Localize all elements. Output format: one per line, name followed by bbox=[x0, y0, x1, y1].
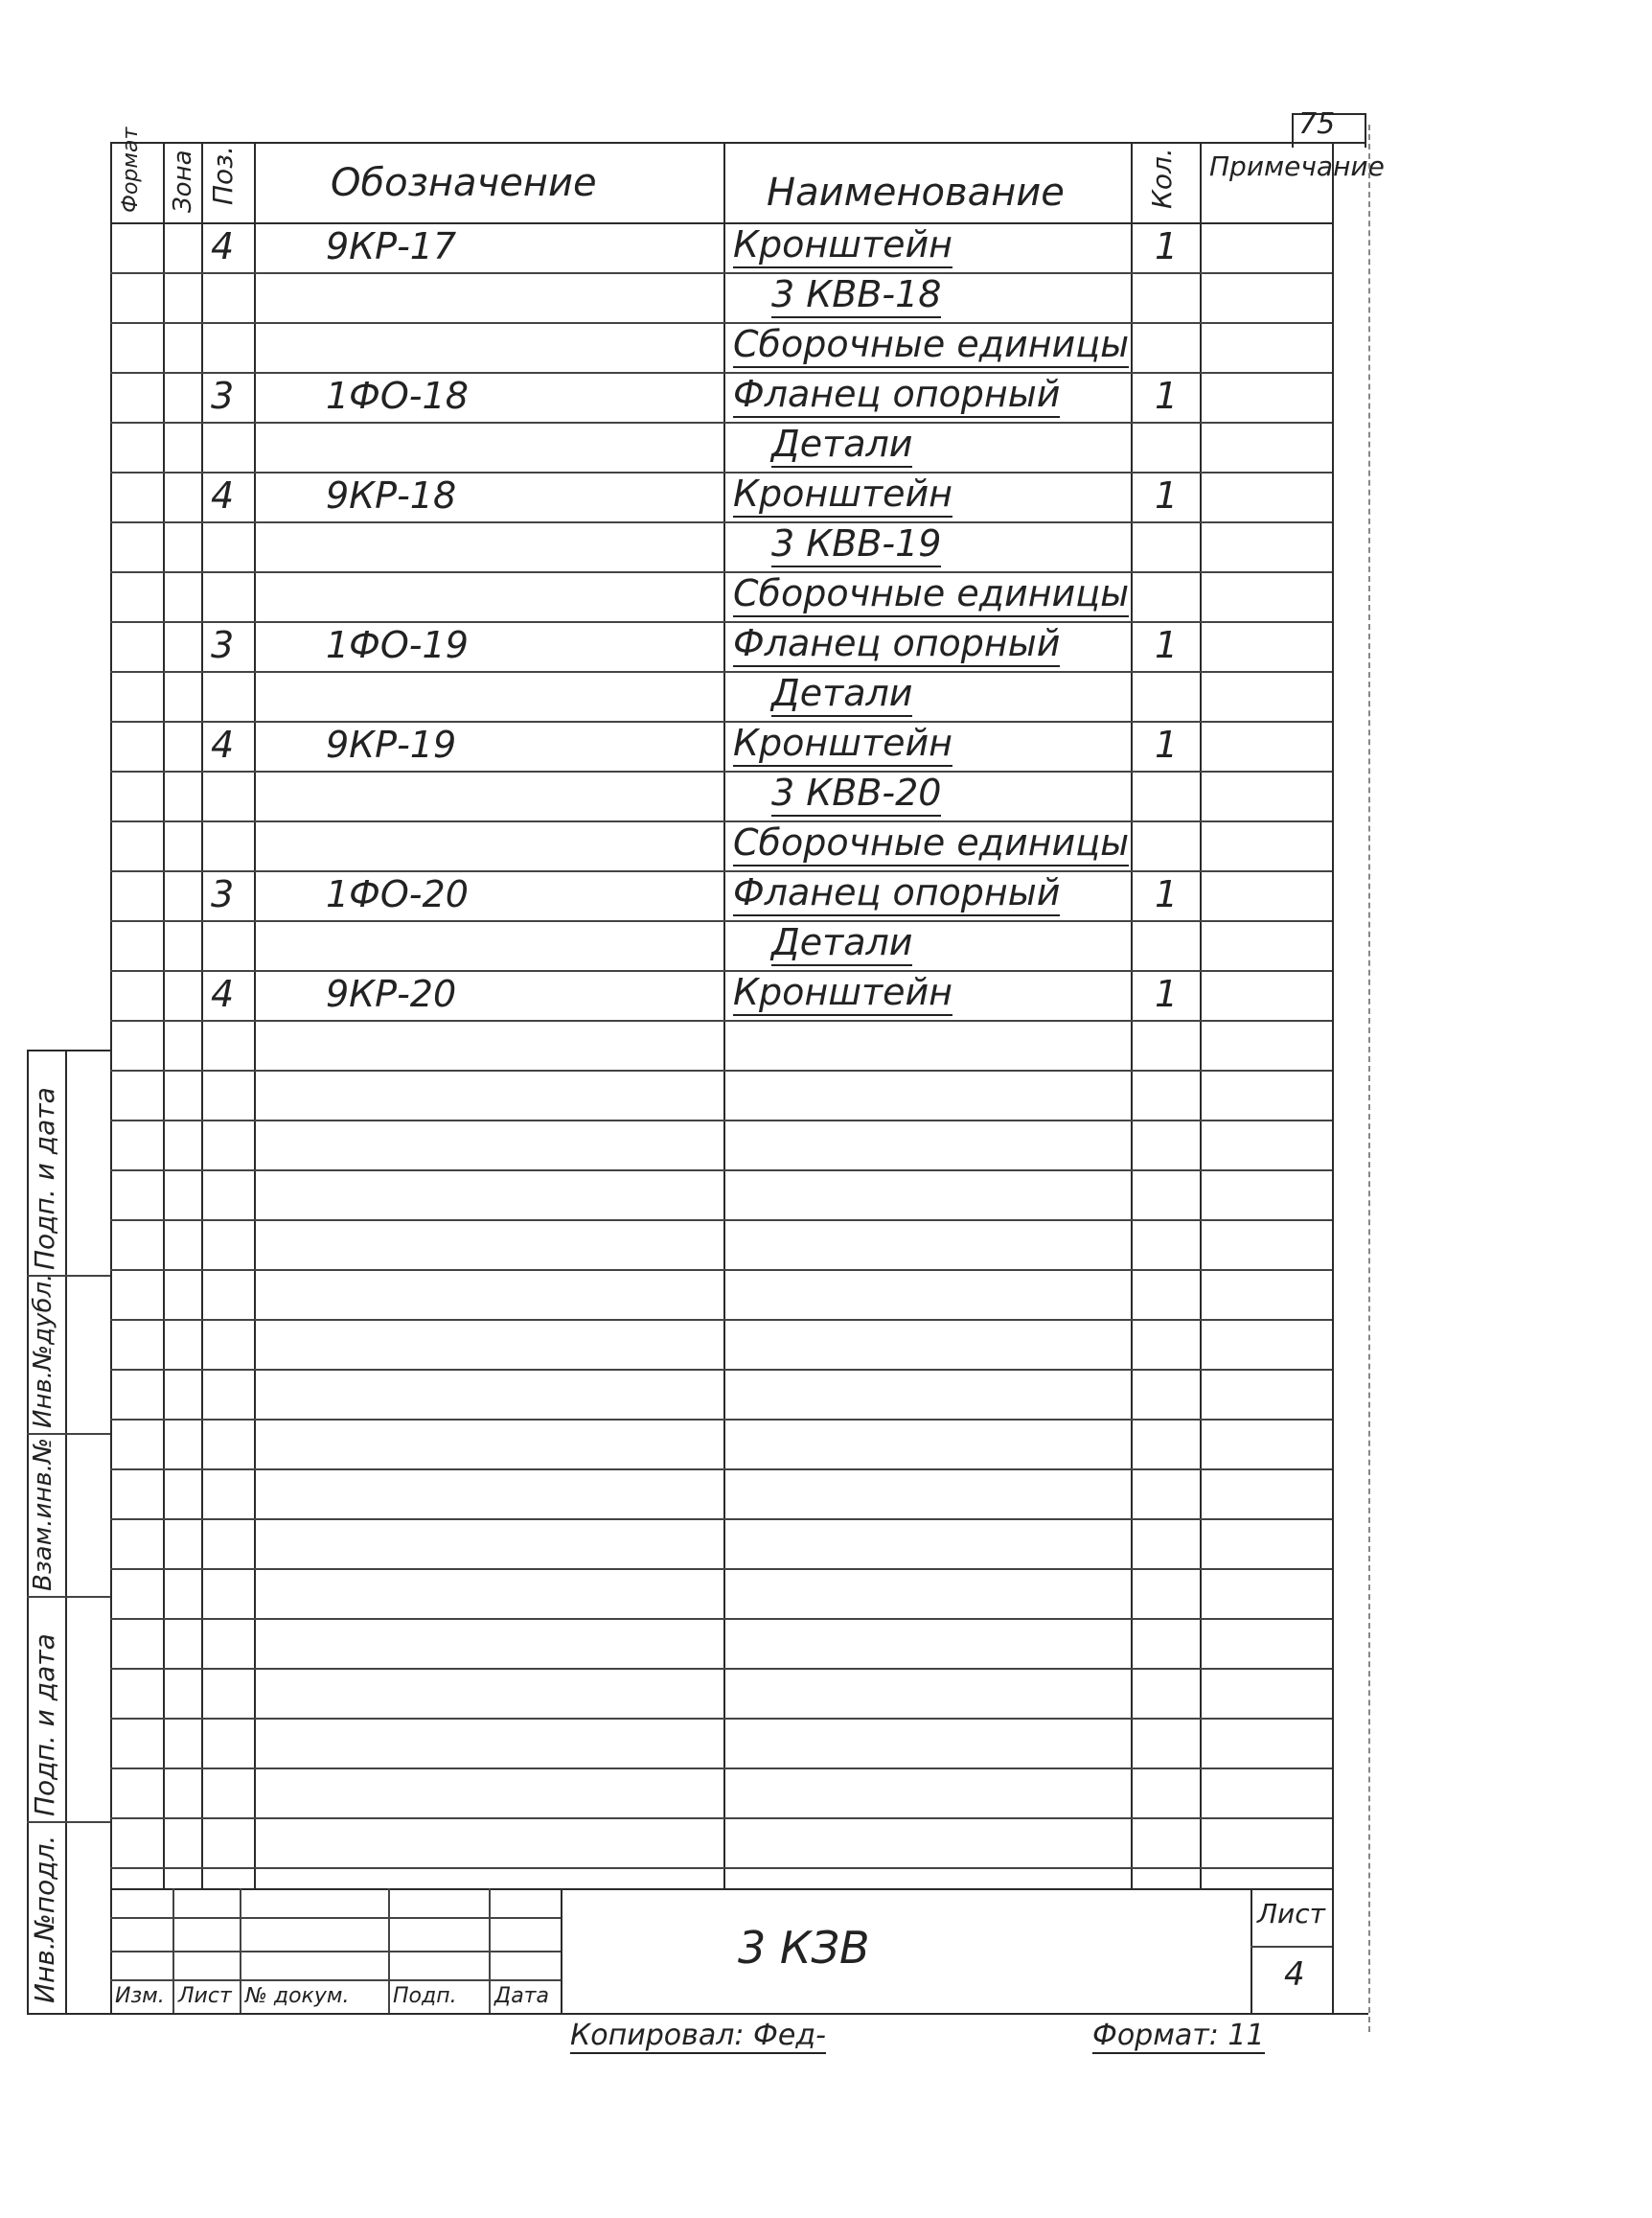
row-line bbox=[110, 1867, 1332, 1869]
row-line bbox=[110, 1319, 1332, 1321]
row-section-title: Детали bbox=[771, 920, 912, 966]
row-section-title: 3 КВВ-18 bbox=[771, 272, 941, 318]
tb-label-list: Лист bbox=[178, 1984, 232, 2008]
row-pos: 4 bbox=[211, 973, 235, 1015]
table-row bbox=[0, 272, 1652, 322]
row-pos: 3 bbox=[211, 624, 235, 666]
row-line bbox=[110, 1269, 1332, 1271]
row-section-title: 3 КВВ-19 bbox=[771, 521, 941, 567]
header-format: Формат bbox=[119, 127, 143, 213]
tb-label-sign: Подп. bbox=[393, 1984, 457, 2008]
row-line bbox=[110, 1568, 1332, 1570]
row-qty: 1 bbox=[1155, 973, 1179, 1015]
title-block-bottom bbox=[27, 2013, 1368, 2015]
row-line bbox=[110, 1419, 1332, 1421]
row-line bbox=[110, 1518, 1332, 1520]
row-qty: 1 bbox=[1155, 375, 1179, 417]
row-line bbox=[110, 1718, 1332, 1720]
tb-col-4 bbox=[489, 1888, 491, 2013]
row-qty: 1 bbox=[1155, 225, 1179, 267]
row-section-title: 3 КВВ-20 bbox=[771, 771, 941, 817]
table-row bbox=[0, 372, 1652, 422]
row-line bbox=[110, 1767, 1332, 1769]
row-qty: 1 bbox=[1155, 724, 1179, 766]
side-strip-top bbox=[27, 1050, 110, 1051]
row-designation: 9КР-19 bbox=[326, 724, 457, 766]
row-line bbox=[110, 1618, 1332, 1620]
row-designation: 9КР-20 bbox=[326, 973, 457, 1015]
header-designation: Обозначение bbox=[331, 161, 597, 205]
side-label-inv-dup: Инв.№дубл. bbox=[29, 1273, 57, 1428]
row-section-title: Детали bbox=[771, 671, 912, 717]
row-designation: 9КР-18 bbox=[326, 474, 457, 517]
table-row bbox=[0, 521, 1652, 571]
table-row bbox=[0, 472, 1652, 521]
row-pos: 4 bbox=[211, 225, 235, 267]
row-pos: 3 bbox=[211, 873, 235, 915]
side-strip-div-2 bbox=[27, 1433, 110, 1435]
tb-col-5 bbox=[561, 1888, 562, 2013]
footer-copied: Копировал: Фед- bbox=[570, 2019, 826, 2052]
table-row bbox=[0, 322, 1652, 372]
header-pos: Поз. bbox=[207, 146, 239, 205]
tb-sheet-label: Лист bbox=[1257, 1898, 1325, 1929]
row-designation: 9КР-17 bbox=[326, 225, 457, 267]
table-row bbox=[0, 671, 1652, 721]
row-designation: 1ФО-18 bbox=[326, 375, 469, 417]
row-line bbox=[110, 1468, 1332, 1470]
side-label-sign-date-1: Подп. и дата bbox=[29, 1633, 60, 1816]
row-pos: 3 bbox=[211, 375, 235, 417]
table-row bbox=[0, 621, 1652, 671]
title-block-top bbox=[110, 1888, 1332, 1890]
table-row bbox=[0, 721, 1652, 771]
row-line bbox=[110, 1817, 1332, 1819]
row-name: Сборочные единицы bbox=[733, 820, 1129, 866]
side-strip-inner bbox=[65, 1050, 67, 2013]
tb-label-izm: Изм. bbox=[115, 1984, 165, 2008]
side-label-replace-inv: Взам.инв.№ bbox=[29, 1438, 57, 1591]
table-row bbox=[0, 870, 1652, 920]
row-qty: 1 bbox=[1155, 474, 1179, 517]
header-zone: Зона bbox=[169, 150, 197, 213]
row-line bbox=[110, 1369, 1332, 1371]
trim-line bbox=[1368, 125, 1370, 2032]
row-name: Кронштейн bbox=[733, 970, 952, 1016]
row-pos: 4 bbox=[211, 724, 235, 766]
table-row bbox=[0, 771, 1652, 820]
side-strip-div-3 bbox=[27, 1596, 110, 1598]
table-row bbox=[0, 222, 1652, 272]
row-qty: 1 bbox=[1155, 624, 1179, 666]
row-name: Кронштейн bbox=[733, 472, 952, 518]
table-row bbox=[0, 970, 1652, 1020]
title-block-row-3 bbox=[110, 1979, 561, 1981]
row-designation: 1ФО-20 bbox=[326, 873, 469, 915]
row-line bbox=[110, 1120, 1332, 1121]
footer-format: Формат: 11 bbox=[1092, 2019, 1265, 2052]
row-line bbox=[110, 1219, 1332, 1221]
row-name: Фланец опорный bbox=[733, 372, 1060, 418]
tb-sheet-div bbox=[1250, 1946, 1332, 1948]
header-name: Наименование bbox=[767, 171, 1065, 215]
side-label-sign-date-2: Подп. и дата bbox=[29, 1087, 60, 1270]
tb-document-code: 3 КЗВ bbox=[738, 1922, 870, 1974]
table-row bbox=[0, 920, 1652, 970]
row-line bbox=[110, 1020, 1332, 1022]
row-name: Кронштейн bbox=[733, 721, 952, 767]
row-name: Кронштейн bbox=[733, 222, 952, 268]
row-line bbox=[110, 1169, 1332, 1171]
tb-sheet-value: 4 bbox=[1284, 1955, 1305, 1994]
row-name: Фланец опорный bbox=[733, 870, 1060, 916]
tb-sheet-col bbox=[1250, 1888, 1252, 2013]
row-name: Фланец опорный bbox=[733, 621, 1060, 667]
table-row bbox=[0, 571, 1652, 621]
side-label-inv-orig: Инв.№подл. bbox=[29, 1835, 60, 2003]
tb-label-date: Дата bbox=[494, 1984, 549, 2008]
tb-col-1 bbox=[172, 1888, 174, 2013]
row-designation: 1ФО-19 bbox=[326, 624, 469, 666]
header-qty: Кол. bbox=[1146, 148, 1178, 209]
title-block-row-2 bbox=[110, 1951, 561, 1952]
row-pos: 4 bbox=[211, 474, 235, 517]
row-section-title: Детали bbox=[771, 422, 912, 468]
row-line bbox=[110, 1070, 1332, 1072]
tb-label-doc: № докум. bbox=[245, 1984, 350, 2008]
page-number: 75 bbox=[1298, 107, 1336, 141]
row-name: Сборочные единицы bbox=[733, 322, 1129, 368]
tb-col-3 bbox=[388, 1888, 390, 2013]
table-row bbox=[0, 820, 1652, 870]
row-line bbox=[110, 1668, 1332, 1670]
table-row bbox=[0, 422, 1652, 472]
row-name: Сборочные единицы bbox=[733, 571, 1129, 617]
side-strip-div-4 bbox=[27, 1821, 110, 1823]
tb-col-2 bbox=[240, 1888, 241, 2013]
row-qty: 1 bbox=[1155, 873, 1179, 915]
title-block-row-1 bbox=[110, 1917, 561, 1919]
header-note-text: Примечание bbox=[1209, 150, 1385, 182]
